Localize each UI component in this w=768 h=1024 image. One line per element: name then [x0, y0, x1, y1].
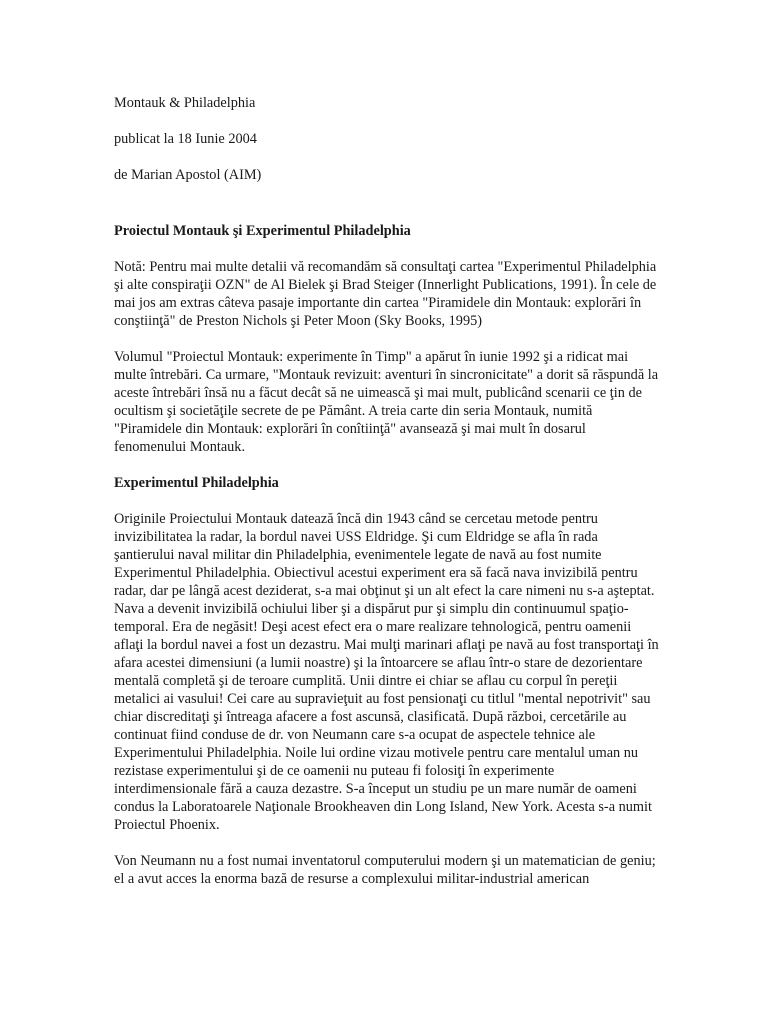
note-paragraph: Notă: Pentru mai multe detalii vă recomandăm să consultaţi cartea "Experimentul Philadelphia şi alte conspiraţii OZN" de Al Bielek şi Brad Steiger (Innerlight Publications, 1991). În cele de mai jos am extras câteva pasaje importante din cartea "Piramidele din Montauk: explorări în conştiinţă" de Preston Nichols şi Peter Moon (Sky Books, 1995)	[114, 259, 657, 329]
document-page	[114, 94, 659, 906]
author-line: de Marian Apostol (AIM)	[114, 167, 262, 183]
main-heading: Proiectul Montauk şi Experimentul Philadelphia	[114, 223, 411, 239]
document-title: Montauk & Philadelphia	[114, 95, 256, 111]
neumann-paragraph: Von Neumann nu a fost numai inventatorul computerului modern şi un matematician de geniu; el a avut acces la enorma bază de resurse a complexului militar-industrial american	[114, 853, 656, 887]
volume-paragraph: Volumul "Proiectul Montauk: experimente în Timp" a apărut în iunie 1992 şi a ridicat mai multe întrebări. Ca urmare, "Montauk revizuit: aventuri în sincronicitate" a dorit să răspundă la aceste întrebări însă nu a făcut decât să ne uimească şi mai mult, publicând scenarii ce ţin de ocultism şi societăţile secrete de pe Pământ. A treia carte din seria Montauk, numită "Piramidele din Montauk: explorări în conîtiinţă" avansează şi mai mult în dosarul fenomenului Montauk.	[114, 349, 659, 455]
spacer	[114, 202, 659, 222]
section-heading: Experimentul Philadelphia	[114, 475, 279, 491]
publication-date: publicat la 18 Iunie 2004	[114, 131, 257, 147]
origins-paragraph: Originile Proiectului Montauk datează încă din 1943 când se cercetau metode pentru invizibilitatea la radar, la bordul navei USS Eldridge. Şi cum Eldridge se afla în rada şantierului naval militar din Philadelphia, evenimentele legate de navă au fost numite Experimentul Philadelphia. Obiectivul acestui experiment era să facă nava invizibilă pentru radar, dar pe lângă acest deziderat, s-a mai obţinut şi un alt efect la care nimeni nu s-a aşteptat. Nava a devenit invizibilă ochiului liber şi a dispărut pur şi simplu din continuumul spaţio-temporal. Era de negăsit! Deşi acest efect era o mare realizare tehnologică, pentru oamenii aflaţi la bordul navei a fost un dezastru. Mai mulţi marinari aflaţi pe navă au fost transportaţi în afara acestei dimensiuni (a lumii noastre) şi la întoarcere se aflau într-o stare de dezorientare mentală completă şi de teroare cumplită. Unii dintre ei chiar se aflau cu corpul în pereţii metalici ai vasului! Cei care au supravieţuit au fost pensionaţi cu titlul "mental nepotrivit" sau chiar discreditaţi şi întreaga afacere a fost ascunsă, clasificată. După război, cercetările au continuat fiind conduse de dr. von Neumann care s-a ocupat de aspectele tehnice ale Experimentului Philadelphia. Noile lui ordine vizau motivele pentru care mentalul uman nu rezistase experimentului şi de ce oamenii nu puteau fi folosiţi în experimente interdimensionale fără a cauza dezastre. S-a început un studiu pe un mare număr de oameni condus la Laboratoarele Naţionale Brookheaven din Long Island, New York. Acesta s-a numit Proiectul Phoenix.	[114, 511, 659, 833]
